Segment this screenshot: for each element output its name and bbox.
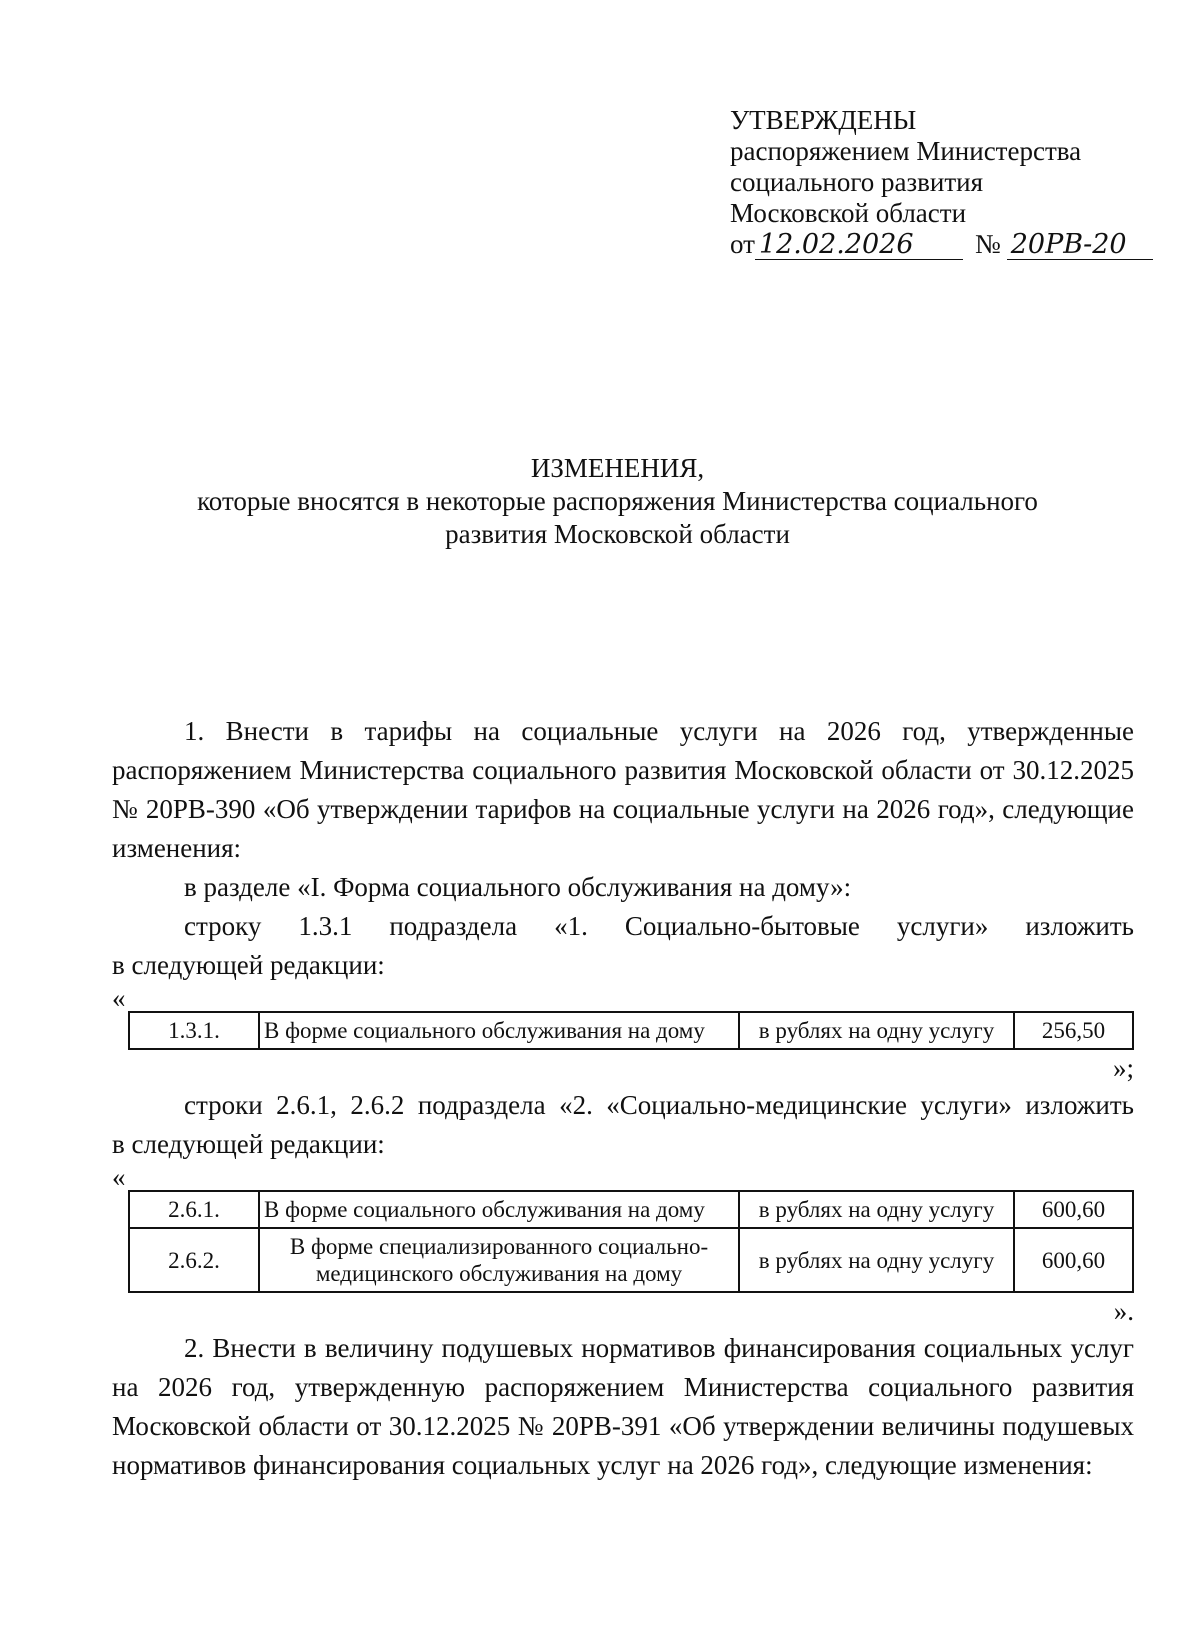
title-subtitle: которые вносятся в некоторые распоряжения Министерства социального bbox=[197, 486, 1038, 516]
row-name: В форме специализированного социально-медицинского обслуживания на дому bbox=[259, 1228, 739, 1292]
row-unit: в рублях на одну услугу bbox=[739, 1191, 1014, 1228]
tariff-table-2 bbox=[128, 1190, 1134, 1293]
row-name: В форме социального обслуживания на дому bbox=[259, 1012, 739, 1049]
paragraph: строку 1.3.1 подраздела «1. Социально-бытовые услуги» изложить bbox=[184, 911, 1134, 941]
row-value: 256,50 bbox=[1014, 1012, 1133, 1049]
row-code: 2.6.2. bbox=[129, 1228, 259, 1292]
row-unit: в рублях на одну услугу bbox=[739, 1012, 1014, 1049]
approval-stamp bbox=[730, 105, 1170, 260]
title-subtitle: развития Московской области bbox=[445, 519, 790, 549]
quote-open: « bbox=[112, 1162, 126, 1192]
approval-line: социального развития bbox=[730, 167, 984, 197]
approval-date-number bbox=[730, 229, 1170, 260]
document-title bbox=[110, 452, 1125, 551]
row-value: 600,60 bbox=[1014, 1191, 1133, 1228]
paragraph: 2. Внести в величину подушевых нормативов финансирования социальных услуг на 2026 год, утвержденную распоряжением Министерства социального развития Московской области от 30.12.2025 № 20РВ-391 «Об утверждении величины подушевых нормативов финансирования социальных услуг на 2026 год», следующие изменения: bbox=[112, 1333, 1134, 1480]
paragraph: строки 2.6.1, 2.6.2 подраздела «2. «Социально-медицинские услуги» изложить bbox=[184, 1090, 1134, 1120]
row-code: 1.3.1. bbox=[129, 1012, 259, 1049]
table-row bbox=[129, 1191, 1133, 1228]
handwritten-number: 20РВ-20 bbox=[1007, 231, 1153, 260]
paragraph: в следующей редакции: bbox=[112, 1129, 385, 1159]
approval-line: распоряжением Министерства bbox=[730, 136, 1082, 166]
approval-line: Московской области bbox=[730, 198, 967, 228]
row-code: 2.6.1. bbox=[129, 1191, 259, 1228]
table-row bbox=[129, 1012, 1133, 1049]
row-name: В форме социального обслуживания на дому bbox=[259, 1191, 739, 1228]
date-prefix: от bbox=[730, 229, 755, 259]
document-body bbox=[112, 712, 1134, 1485]
paragraph: 1. Внести в тарифы на социальные услуги на 2026 год, утвержденные распоряжением Министерства социального развития Московской области от 30.12.2025 № 20РВ-390 «Об утверждении тарифов на социальные услуги на 2026 год», следующие изменения: bbox=[112, 716, 1134, 863]
table-row bbox=[129, 1228, 1133, 1292]
approval-heading: УТВЕРЖДЕНЫ bbox=[730, 105, 917, 135]
row-unit: в рублях на одну услугу bbox=[739, 1228, 1014, 1292]
row-value: 600,60 bbox=[1014, 1228, 1133, 1292]
handwritten-date: 12.02.2026 bbox=[755, 231, 963, 260]
number-sign: № bbox=[974, 229, 1001, 259]
paragraph: в разделе «I. Форма социального обслуживания на дому»: bbox=[184, 872, 852, 902]
quote-open: « bbox=[112, 983, 126, 1013]
tariff-table-1 bbox=[128, 1011, 1134, 1050]
quote-close: ». bbox=[1113, 1296, 1134, 1326]
paragraph: в следующей редакции: bbox=[112, 950, 385, 980]
title-heading: ИЗМЕНЕНИЯ, bbox=[530, 453, 705, 483]
quote-close: »; bbox=[1112, 1053, 1134, 1083]
